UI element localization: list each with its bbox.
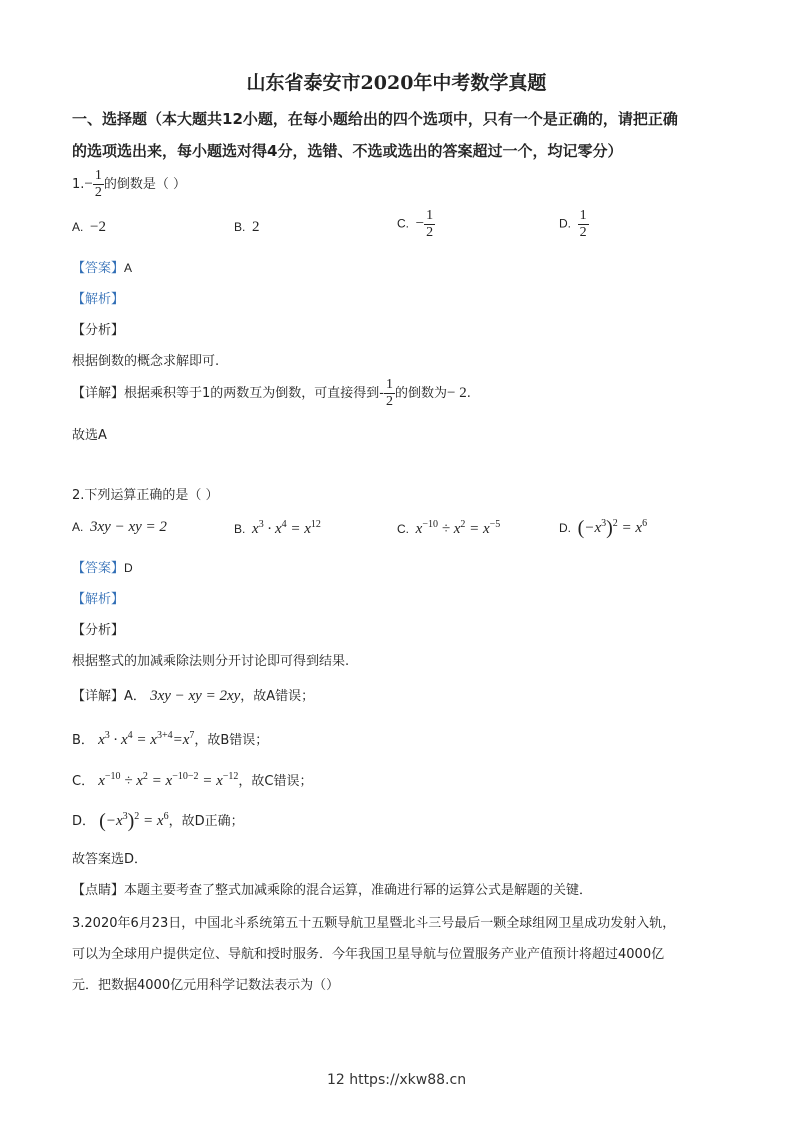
q2-answer: 【答案】D	[72, 561, 133, 576]
q1-detail: 【详解】根据乘积等于1的两数互为倒数，可直接得到- $\frac{1}{2}$ 的倒数为− 2.	[72, 377, 471, 409]
question-number: 1.	[72, 177, 85, 192]
section-header-line1: 一、选择题（本大题共12小题，在每小题给出的四个选项中，只有一个是正确的，请把正确	[72, 110, 678, 128]
q1-answer: 【答案】A	[72, 261, 133, 276]
question-2-stem: 2.下列运算正确的是（ ）	[72, 488, 219, 503]
q1-conclusion: 故选A	[72, 428, 107, 443]
q2-detail-c: C． $x^{-10} \div x^2 = x^{-10-2} = x^{-12}$，故C错误；	[72, 771, 313, 789]
q2-fenxi-tag: 【分析】	[72, 623, 125, 638]
page-title: 山东省泰安市2020年中考数学真题	[246, 72, 547, 94]
section-header-line2: 的选项选出来，每小题选对得4分，选错、不选或选出的答案超过一个，均记零分）	[72, 142, 623, 160]
question-1-stem: 1.− $\frac{1}{2}$ 的倒数是（ ）	[72, 168, 187, 200]
q2-option-b: B. $x^3 \cdot x^4 = x^{12}$	[234, 519, 321, 537]
question-3-line2: 可以为全球用户提供定位、导航和授时服务．今年我国卫星导航与位置服务产业产值预计将超过4000亿	[72, 947, 665, 962]
q2-detail-a: 【详解】A． 3xy − xy = 2xy，故A错误；	[72, 688, 315, 704]
fraction: $\frac{1}{2}$	[94, 168, 102, 200]
page-footer: 12 https://xkw88.cn	[326, 1072, 467, 1088]
q2-conclusion: 故答案选D．	[72, 852, 148, 867]
q1-fenxi-tag: 【分析】	[72, 323, 125, 338]
q1-option-a: A. −2	[72, 219, 106, 235]
q2-detail-b: B． $x^3 \cdot x^4 = x^{3+4}=x^7$，故B错误；	[72, 730, 269, 748]
q2-option-a: A. 3xy − xy = 2	[72, 519, 167, 535]
q1-option-d: D. $\frac{1}{2}$	[559, 208, 587, 240]
question-3-line1: 3.2020年6月23日，中国北斗系统第五十五颗导航卫星暨北斗三号最后一颗全球组网卫星成功发射入轨，	[72, 916, 676, 931]
q2-jiexi-tag: 【解析】	[72, 592, 125, 607]
q2-detail-d: D． $(-x^3)^2 = x^6$，故D正确；	[72, 810, 244, 832]
q1-jiexi-tag: 【解析】	[72, 292, 125, 307]
question-3-line3: 元．把数据4000亿元用科学记数法表示为（）	[72, 978, 340, 993]
q2-option-c: C. $x^{-10} \div x^2 = x^{-5}$	[397, 519, 501, 537]
q2-fenxi: 根据整式的加减乘除法则分开讨论即可得到结果.	[72, 654, 350, 669]
q1-fenxi: 根据倒数的概念求解即可.	[72, 354, 220, 369]
q1-option-c: C. − $\frac{1}{2}$	[397, 208, 434, 240]
q2-option-d: D. $(-x^3)^2 = x^6$	[559, 517, 648, 539]
q2-dianjing: 【点睛】本题主要考查了整式加减乘除的混合运算，准确进行幂的运算公式是解题的关键．	[72, 883, 593, 898]
q1-option-b: B. 2	[234, 219, 260, 235]
